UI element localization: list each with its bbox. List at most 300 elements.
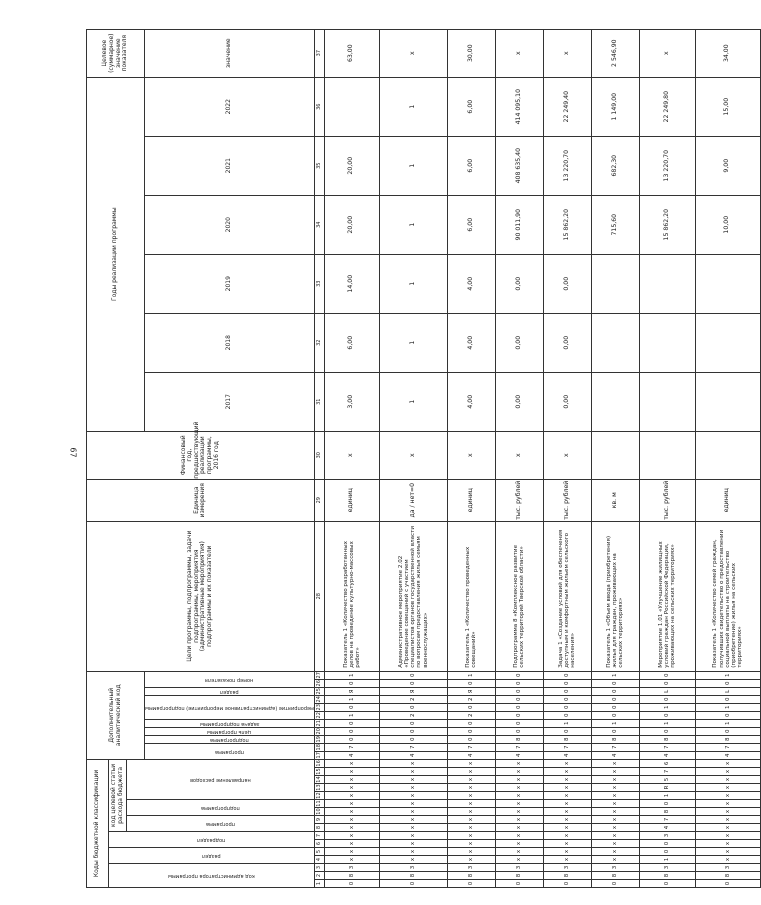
column-index: 2 xyxy=(314,872,324,880)
code-digit: x xyxy=(447,856,495,864)
code-digit: Я xyxy=(379,687,447,695)
row-fin-year: x xyxy=(447,431,495,479)
code-digit: 0 xyxy=(695,711,760,719)
row-fin-year xyxy=(695,431,760,479)
code-digit: 0 xyxy=(324,703,379,711)
row-target: x xyxy=(639,29,695,77)
code-digit: 0 xyxy=(379,735,447,743)
year-value: 6,00 xyxy=(447,195,495,254)
header-target: Целевое (суммарное) значение показателя xyxy=(87,29,145,77)
column-index: 9 xyxy=(314,816,324,824)
year-value: 682,30 xyxy=(591,136,639,195)
column-index: 20 xyxy=(314,727,324,735)
code-digit: x xyxy=(447,832,495,840)
code-digit: x xyxy=(543,816,591,824)
column-index: 8 xyxy=(314,824,324,832)
row-fin-year xyxy=(639,431,695,479)
row-target: 30,00 xyxy=(447,29,495,77)
column-index: 23 xyxy=(314,703,324,711)
code-digit: x xyxy=(543,840,591,848)
code-digit: 1 xyxy=(695,719,760,727)
year-value: 6,00 xyxy=(447,136,495,195)
code-digit: x xyxy=(324,816,379,824)
code-digit: x xyxy=(695,848,760,856)
code-digit: 1 xyxy=(639,703,695,711)
code-digit: x xyxy=(379,816,447,824)
code-digit: 0 xyxy=(695,727,760,735)
code-digit: 0 xyxy=(379,671,447,679)
year-value: 20,00 xyxy=(324,136,379,195)
header-unit: Единица измерения xyxy=(87,479,315,521)
code-digit: 5 xyxy=(639,776,695,784)
code-digit: x xyxy=(447,848,495,856)
year-value: 0,00 xyxy=(495,372,543,431)
code-digit: x xyxy=(591,848,639,856)
column-index: 27 xyxy=(314,671,324,679)
code-digit: x xyxy=(324,792,379,800)
year-value xyxy=(591,313,639,372)
header-goal: цель программы xyxy=(145,727,315,735)
code-digit: 0 xyxy=(495,687,543,695)
column-index: 12 xyxy=(314,792,324,800)
code-digit: x xyxy=(495,808,543,816)
code-digit: x xyxy=(591,792,639,800)
column-index: 30 xyxy=(314,431,324,479)
row-target: 63,00 xyxy=(324,29,379,77)
code-digit: x xyxy=(543,759,591,767)
year-value: 15 862,20 xyxy=(543,195,591,254)
code-digit: 7 xyxy=(495,743,543,751)
code-digit: x xyxy=(379,800,447,808)
code-digit: 0 xyxy=(379,703,447,711)
header-year-2019: 2019 xyxy=(145,254,315,313)
code-digit: x xyxy=(324,784,379,792)
code-digit: 0 xyxy=(324,735,379,743)
code-digit: 0 xyxy=(495,719,543,727)
year-value: 0,00 xyxy=(543,313,591,372)
code-digit: x xyxy=(495,800,543,808)
code-digit: x xyxy=(447,824,495,832)
code-digit: x xyxy=(543,856,591,864)
row-name: Подпрограмма 8 «Комплексное развитие сельских территорий Тверской области» xyxy=(495,521,543,671)
column-index: 16 xyxy=(314,759,324,767)
code-digit: 1 xyxy=(639,792,695,800)
code-digit: x xyxy=(324,800,379,808)
year-value: 4,00 xyxy=(447,254,495,313)
code-digit: x xyxy=(447,792,495,800)
header-fin-year: Финансовый год, предшествующий реализации программы, 2016 год xyxy=(87,431,315,479)
header-value: значение xyxy=(145,29,315,77)
code-digit: 1 xyxy=(324,695,379,703)
year-value xyxy=(695,372,760,431)
code-digit: x xyxy=(495,824,543,832)
code-digit: 4 xyxy=(495,751,543,759)
code-digit: 7 xyxy=(543,743,591,751)
column-index: 34 xyxy=(314,195,324,254)
header-activity: мероприятие (административное мероприятие) подпрограммы xyxy=(145,695,315,719)
code-digit: x xyxy=(447,808,495,816)
code-digit: 4 xyxy=(324,751,379,759)
code-digit: 8 xyxy=(495,735,543,743)
year-value: 22 249,40 xyxy=(543,77,591,136)
code-digit: Я xyxy=(324,687,379,695)
code-digit: x xyxy=(543,800,591,808)
code-digit: 0 xyxy=(447,679,495,687)
code-digit: x xyxy=(447,800,495,808)
year-value: 1 xyxy=(379,254,447,313)
code-digit: x xyxy=(379,759,447,767)
column-index: 18 xyxy=(314,743,324,751)
header-stage: раздел xyxy=(145,687,315,695)
year-value: 1 xyxy=(379,372,447,431)
code-digit: x xyxy=(591,759,639,767)
code-digit: 7 xyxy=(639,743,695,751)
column-index: 19 xyxy=(314,735,324,743)
code-digit: 0 xyxy=(543,671,591,679)
code-digit: 0 xyxy=(543,880,591,888)
code-digit: x xyxy=(695,784,760,792)
code-digit: 2 xyxy=(447,695,495,703)
code-digit: 8 xyxy=(639,735,695,743)
code-digit: 0 xyxy=(543,711,591,719)
column-index: 21 xyxy=(314,719,324,727)
code-digit: x xyxy=(695,776,760,784)
code-digit: 0 xyxy=(543,695,591,703)
code-digit: x xyxy=(695,768,760,776)
year-value: 15 862,20 xyxy=(639,195,695,254)
column-index: 37 xyxy=(314,29,324,77)
code-digit: x xyxy=(495,816,543,824)
code-digit: x xyxy=(543,848,591,856)
code-digit: x xyxy=(543,768,591,776)
code-digit: 8 xyxy=(495,872,543,880)
code-digit: x xyxy=(324,808,379,816)
code-digit: 8 xyxy=(591,735,639,743)
code-digit: x xyxy=(447,784,495,792)
row-name: Мероприятие 1.01 «Улучшение жилищных условий граждан Российской Федерации, проживающих на сельских территориях» xyxy=(639,521,695,671)
code-digit: 0 xyxy=(495,671,543,679)
year-value: 0,00 xyxy=(543,372,591,431)
code-digit: 4 xyxy=(639,824,695,832)
code-digit: 0 xyxy=(591,880,639,888)
year-value: 3,00 xyxy=(324,372,379,431)
table-row xyxy=(495,29,543,887)
header-subprogram: подпрограмма xyxy=(145,735,315,743)
code-digit: 0 xyxy=(447,880,495,888)
code-digit: 0 xyxy=(324,880,379,888)
code-digit: 0 xyxy=(543,679,591,687)
row-fin-year: x xyxy=(495,431,543,479)
header-extra-code: Дополнительный аналитический код xyxy=(87,671,145,759)
code-digit: x xyxy=(495,792,543,800)
code-digit: 0 xyxy=(543,687,591,695)
year-value: 4,00 xyxy=(447,313,495,372)
code-digit: x xyxy=(591,816,639,824)
code-digit: 0 xyxy=(639,711,695,719)
code-digit: 7 xyxy=(447,743,495,751)
header-year-2021: 2021 xyxy=(145,136,315,195)
code-digit: 3 xyxy=(495,864,543,872)
code-digit: x xyxy=(324,768,379,776)
row-name: Показатель 1 «Объем ввода (приобретения) жилья для граждан, проживающих на сельских территориях» xyxy=(591,521,639,671)
row-fin-year: x xyxy=(543,431,591,479)
code-digit: 3 xyxy=(695,864,760,872)
column-index: 25 xyxy=(314,687,324,695)
header-name: Цели программы, подпрограммы, задачи подпрограммы, мероприятия (административные мероприятия) подпрограммы и их показатели xyxy=(87,521,315,671)
header-indicator: номер показателя xyxy=(145,671,315,687)
code-digit: 1 xyxy=(695,671,760,679)
code-digit: 7 xyxy=(324,743,379,751)
code-digit: x xyxy=(324,840,379,848)
table-row xyxy=(639,29,695,887)
header-subsection: подраздел xyxy=(109,832,315,848)
code-digit: 3 xyxy=(447,864,495,872)
code-digit: x xyxy=(379,792,447,800)
column-index: 13 xyxy=(314,784,324,792)
header-year-2018: 2018 xyxy=(145,313,315,372)
code-digit: R xyxy=(639,784,695,792)
table-row xyxy=(379,29,447,887)
program-table xyxy=(86,29,761,888)
code-digit: 3 xyxy=(591,864,639,872)
code-digit: 1 xyxy=(639,856,695,864)
code-digit: 1 xyxy=(591,719,639,727)
code-digit: x xyxy=(591,776,639,784)
code-digit: 4 xyxy=(447,751,495,759)
code-digit: 0 xyxy=(695,695,760,703)
header-subprogram-code: подпрограмма xyxy=(127,800,315,816)
rotated-document xyxy=(86,30,744,888)
header-years: Годы реализации программы xyxy=(87,77,145,431)
row-fin-year: x xyxy=(379,431,447,479)
code-digit: x xyxy=(695,816,760,824)
code-digit: 0 xyxy=(591,703,639,711)
code-digit: x xyxy=(695,856,760,864)
row-name: Задача 1 «Создание условий для обеспечения доступным и комфортным жильем сельского населения» xyxy=(543,521,591,671)
code-digit: 0 xyxy=(639,800,695,808)
column-index: 17 xyxy=(314,751,324,759)
code-digit: 0 xyxy=(495,703,543,711)
row-name: Показатель 1 «Количество семей граждан, получивших свидетельство о предоставлении социальной выплаты на строительство (приобретение) жилья на сельских территориях» xyxy=(695,521,760,671)
code-digit: 6 xyxy=(639,759,695,767)
header-admin-code: код администратора программы xyxy=(109,864,315,888)
code-digit: x xyxy=(591,832,639,840)
code-digit: 0 xyxy=(543,703,591,711)
code-digit: x xyxy=(447,840,495,848)
code-digit: x xyxy=(379,856,447,864)
code-digit: 0 xyxy=(495,711,543,719)
column-index: 7 xyxy=(314,832,324,840)
header-task: задача подпрограммы xyxy=(145,719,315,727)
code-digit: 0 xyxy=(639,880,695,888)
column-index: 3 xyxy=(314,864,324,872)
year-value: 0,00 xyxy=(495,254,543,313)
column-index: 11 xyxy=(314,800,324,808)
year-value: 0,00 xyxy=(543,254,591,313)
year-value: 13 220,70 xyxy=(543,136,591,195)
code-digit: x xyxy=(495,776,543,784)
code-digit: 8 xyxy=(447,872,495,880)
code-digit: x xyxy=(543,776,591,784)
code-digit: x xyxy=(495,848,543,856)
code-digit: 0 xyxy=(591,695,639,703)
code-digit: 1 xyxy=(591,671,639,679)
code-digit: x xyxy=(591,808,639,816)
year-value: 4,00 xyxy=(447,372,495,431)
year-value xyxy=(639,254,695,313)
header-year-2020: 2020 xyxy=(145,195,315,254)
header-direction: направление расходов xyxy=(127,759,315,799)
code-digit: 0 xyxy=(639,671,695,679)
year-value: 1 xyxy=(379,313,447,372)
code-digit: x xyxy=(695,800,760,808)
code-digit: 1 xyxy=(447,671,495,679)
header-target-article: код целевой статьи расхода бюджета xyxy=(109,759,127,831)
year-value: 20,00 xyxy=(324,195,379,254)
row-unit: тыс. рублей xyxy=(495,479,543,521)
code-digit: x xyxy=(447,816,495,824)
code-digit: x xyxy=(543,832,591,840)
code-digit: 2 xyxy=(379,711,447,719)
code-digit: x xyxy=(543,784,591,792)
code-digit: 7 xyxy=(639,816,695,824)
code-digit: x xyxy=(695,808,760,816)
column-index: 26 xyxy=(314,679,324,687)
row-target: 2 546,90 xyxy=(591,29,639,77)
code-digit: 3 xyxy=(639,832,695,840)
code-digit: x xyxy=(695,832,760,840)
code-digit: 0 xyxy=(695,679,760,687)
row-fin-year: x xyxy=(324,431,379,479)
code-digit: x xyxy=(379,840,447,848)
header-section: раздел xyxy=(109,848,315,864)
row-target: x xyxy=(379,29,447,77)
code-digit: 1 xyxy=(543,719,591,727)
code-digit: 2 xyxy=(379,695,447,703)
code-digit: 0 xyxy=(591,679,639,687)
code-digit: x xyxy=(447,759,495,767)
code-digit: 1 xyxy=(639,719,695,727)
code-digit: 0 xyxy=(543,727,591,735)
year-value: 1 xyxy=(379,195,447,254)
code-digit: 1 xyxy=(324,711,379,719)
column-index: 33 xyxy=(314,254,324,313)
code-digit: 0 xyxy=(591,687,639,695)
row-name: Показатель 1 «Количество разработанных делов на проведение культурно-массовых работ» xyxy=(324,521,379,671)
column-index: 24 xyxy=(314,695,324,703)
code-digit: x xyxy=(379,808,447,816)
row-target: x xyxy=(543,29,591,77)
code-digit: 0 xyxy=(495,679,543,687)
code-digit: x xyxy=(379,776,447,784)
code-digit: 0 xyxy=(495,880,543,888)
column-index: 1 xyxy=(314,880,324,888)
code-digit: 4 xyxy=(695,751,760,759)
code-digit: Я xyxy=(447,687,495,695)
column-index: 5 xyxy=(314,848,324,856)
code-digit: 0 xyxy=(639,848,695,856)
code-digit: x xyxy=(695,792,760,800)
table-row xyxy=(543,29,591,887)
row-unit: тыс. рублей xyxy=(543,479,591,521)
year-value xyxy=(591,372,639,431)
code-digit: x xyxy=(543,808,591,816)
code-digit: x xyxy=(324,824,379,832)
header-budget-codes: Коды бюджетной классификации xyxy=(87,759,109,887)
row-target: x xyxy=(495,29,543,77)
column-index: 4 xyxy=(314,856,324,864)
code-digit: 0 xyxy=(324,719,379,727)
code-digit: x xyxy=(324,832,379,840)
code-digit: 4 xyxy=(639,751,695,759)
column-index: 31 xyxy=(314,372,324,431)
code-digit: x xyxy=(591,784,639,792)
code-digit: 3 xyxy=(379,864,447,872)
code-digit: 4 xyxy=(591,751,639,759)
row-unit: тыс. рублей xyxy=(639,479,695,521)
year-value xyxy=(639,313,695,372)
code-digit: 0 xyxy=(324,727,379,735)
code-digit: 0 xyxy=(639,695,695,703)
code-digit: L xyxy=(695,687,760,695)
code-digit: x xyxy=(495,840,543,848)
row-target: 34,00 xyxy=(695,29,760,77)
code-digit: x xyxy=(324,759,379,767)
code-digit: 8 xyxy=(324,872,379,880)
year-value: 1 xyxy=(379,77,447,136)
code-digit: L xyxy=(639,687,695,695)
code-digit: x xyxy=(495,856,543,864)
code-digit: 0 xyxy=(447,703,495,711)
year-value xyxy=(324,77,379,136)
code-digit: 8 xyxy=(639,872,695,880)
code-digit: x xyxy=(324,856,379,864)
code-digit: 0 xyxy=(495,695,543,703)
code-digit: 7 xyxy=(639,768,695,776)
column-index: 29 xyxy=(314,479,324,521)
header-program-code: программа xyxy=(127,816,315,832)
row-unit: кв. м xyxy=(591,479,639,521)
code-digit: 0 xyxy=(695,880,760,888)
year-value: 10,00 xyxy=(695,195,760,254)
code-digit: 1 xyxy=(324,671,379,679)
code-digit: x xyxy=(695,824,760,832)
column-index: 36 xyxy=(314,77,324,136)
code-digit: 0 xyxy=(639,727,695,735)
code-digit: 0 xyxy=(379,679,447,687)
table-row xyxy=(447,29,495,887)
row-fin-year xyxy=(591,431,639,479)
code-digit: x xyxy=(324,776,379,784)
code-digit: 0 xyxy=(447,719,495,727)
column-index: 22 xyxy=(314,711,324,719)
code-digit: x xyxy=(543,824,591,832)
code-digit: 8 xyxy=(543,735,591,743)
year-value: 90 011,90 xyxy=(495,195,543,254)
column-index: 28 xyxy=(314,521,324,671)
code-digit: 8 xyxy=(695,872,760,880)
code-digit: x xyxy=(379,848,447,856)
year-value: 13 220,70 xyxy=(639,136,695,195)
column-index: 6 xyxy=(314,840,324,848)
code-digit: x xyxy=(379,824,447,832)
year-value: 1 xyxy=(379,136,447,195)
code-digit: 2 xyxy=(447,711,495,719)
code-digit: x xyxy=(447,776,495,784)
code-digit: 8 xyxy=(379,872,447,880)
code-digit: x xyxy=(495,768,543,776)
code-digit: 1 xyxy=(695,703,760,711)
